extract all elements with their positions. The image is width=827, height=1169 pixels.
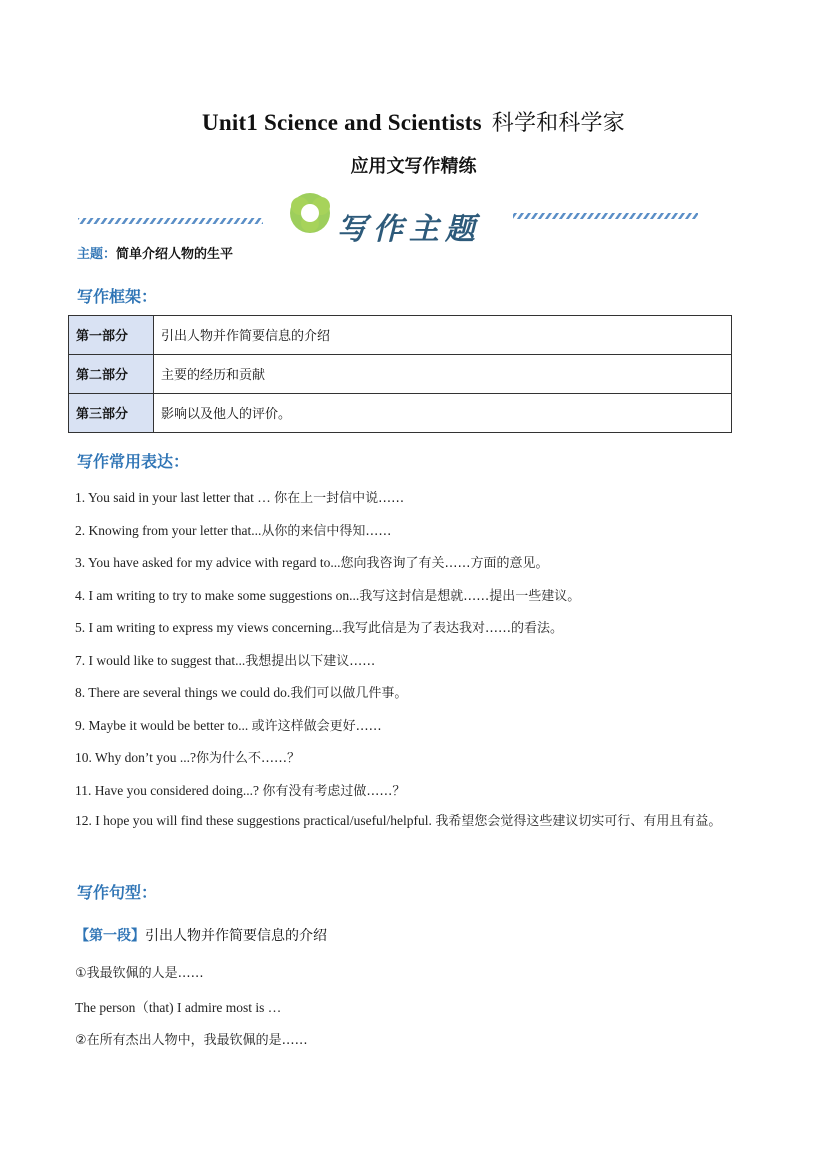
- table-row: [69, 316, 732, 355]
- document-title: [0, 106, 827, 137]
- right-hatch-stripe: [513, 213, 698, 219]
- table-row: [69, 394, 732, 433]
- part-content: 引出人物并作简要信息的介绍: [154, 316, 732, 355]
- expression-cn: 我们可以做几件事。: [290, 686, 408, 701]
- expression-cn: 我希望您会觉得这些建议切实可行、有用且有益。: [435, 814, 722, 829]
- expression-item: [75, 780, 405, 799]
- sentences-heading: 写作句型：: [77, 883, 158, 902]
- expression-en: 9. Maybe it would be better to...: [75, 718, 252, 733]
- expression-en: 4. I am writing to try to make some suggestions on...: [75, 588, 360, 603]
- part-content: 影响以及他人的评价。: [154, 394, 732, 433]
- expression-item: [75, 617, 563, 636]
- section-text: 引出人物并作简要信息的介绍: [145, 928, 327, 944]
- expression-cn: 我想提出以下建议……: [245, 654, 376, 669]
- expression-en: 10. Why don’t you ...?: [75, 750, 196, 765]
- expression-item: [75, 552, 548, 571]
- expression-cn: 或许这样做会更好……: [251, 719, 382, 734]
- expression-item: [75, 585, 580, 604]
- table-row: [69, 355, 732, 394]
- topic-text: 简单介绍人物的生平: [116, 247, 234, 262]
- expression-en: 8. There are several things we could do.: [75, 685, 291, 700]
- expression-item: [75, 715, 382, 734]
- expression-en: 5. I am writing to express my views concerning...: [75, 620, 342, 635]
- sentence-line: The person（that) I admire most is …: [75, 1000, 282, 1015]
- expression-en: 3. You have asked for my advice with regard to...: [75, 555, 341, 570]
- sentence-line: ②在所有杰出人物中，我最钦佩的是……: [75, 1033, 308, 1048]
- part-content: 主要的经历和贡献: [154, 355, 732, 394]
- paragraph-section: [75, 925, 327, 945]
- expression-item: [75, 650, 375, 669]
- expression-cn: 我写此信是为了表达我对……的看法。: [341, 621, 563, 636]
- title-chinese: 科学和科学家: [491, 111, 625, 136]
- document-subtitle: 应用文写作精练: [350, 156, 477, 177]
- expression-item: [75, 682, 407, 701]
- expression-en: 11. Have you considered doing...?: [75, 783, 263, 798]
- expression-cn: 你为什么不……？: [196, 751, 301, 766]
- sentence-line: ①我最钦佩的人是……: [75, 966, 204, 981]
- expression-item: [75, 520, 391, 539]
- expression-cn: 你在上一封信中说……: [274, 491, 405, 506]
- expression-en: 12. I hope you will find these suggestions practical/useful/helpful.: [75, 813, 436, 828]
- part-label: 第一部分: [69, 316, 154, 355]
- expression-item-multiline: [75, 805, 765, 837]
- topic-line: [77, 243, 233, 262]
- framework-table: [68, 315, 732, 433]
- part-label: 第二部分: [69, 355, 154, 394]
- expressions-heading: 写作常用表达：: [77, 452, 190, 471]
- expression-item: [75, 487, 404, 506]
- section-tag: 【第一段】: [75, 928, 145, 944]
- flower-logo-icon: [290, 193, 330, 233]
- expression-cn: 从你的来信中得知……: [261, 524, 392, 539]
- banner-title: 写作主题: [337, 212, 481, 247]
- expression-cn: 你有没有考虑过做……？: [262, 784, 406, 799]
- expression-en: 1. You said in your last letter that …: [75, 490, 275, 505]
- framework-heading: 写作框架：: [77, 287, 158, 306]
- expression-item: [75, 747, 300, 766]
- left-hatch-stripe: [78, 218, 263, 224]
- expression-cn: 我写这封信是想就……提出一些建议。: [359, 589, 581, 604]
- part-label: 第三部分: [69, 394, 154, 433]
- expression-en: 2. Knowing from your letter that...: [75, 523, 262, 538]
- topic-label: 主题：: [77, 247, 117, 262]
- title-english: Unit1 Science and Scientists: [202, 110, 482, 135]
- expression-cn: 您向我咨询了有关……方面的意见。: [340, 556, 549, 571]
- expression-en: 7. I would like to suggest that...: [75, 653, 246, 668]
